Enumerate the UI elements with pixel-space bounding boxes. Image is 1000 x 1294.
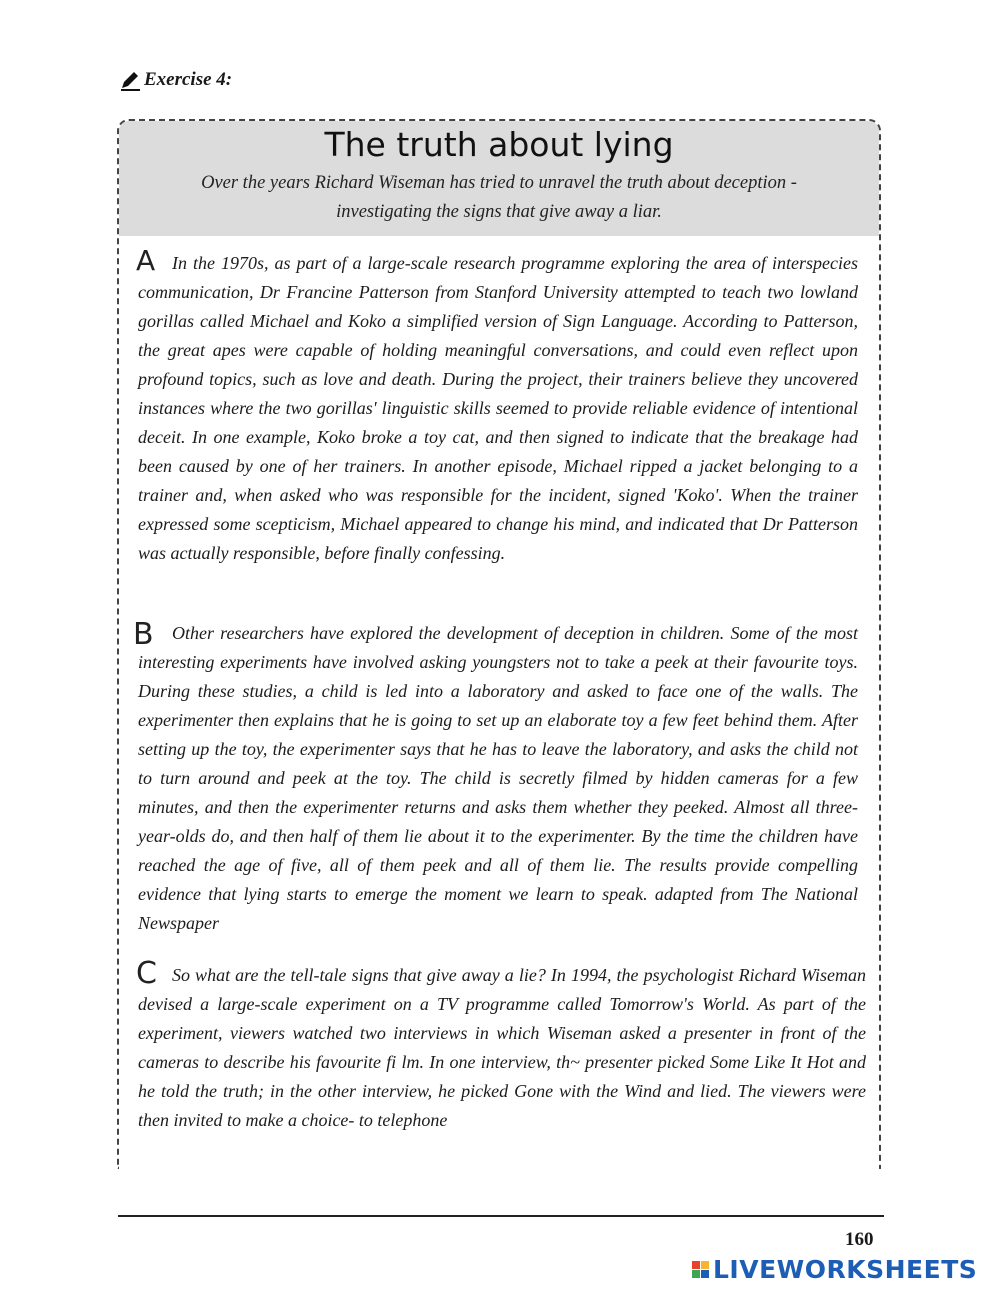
paragraph-marker-a: A	[136, 244, 156, 277]
article-title: The truth about lying	[324, 125, 674, 164]
paragraph-marker-b: B	[133, 617, 154, 652]
paragraph-b	[138, 619, 858, 938]
liveworksheets-wordmark: LIVEWORKSHEETS	[713, 1255, 978, 1284]
paragraph-marker-c: C	[136, 956, 157, 991]
article-subtitle	[159, 169, 839, 227]
liveworksheets-brand	[692, 1255, 977, 1284]
article-header	[119, 121, 879, 236]
paragraph-b-text: Other researchers have explored the development of deception in children. Some of the most interesting experiments have involved asking youngsters not to take a peek at their favourite toys. During these studies, a child is led into a laboratory and asked to face one of the walls. The experimenter then explains that he is going to set up an elaborate toy a few feet behind them. After setting up the toy, the experimenter says that he has to leave the laboratory, and asks the child not to turn around and peek at the toy. The child is secretly filmed by hidden cameras for a few minutes, and then the experimenter returns and asks them whether they peeked. Almost all three-year-olds do, and then half of them lie about it to the experimenter. By the time the children have reached the age of five, all of them peek and all of them lie. The results provide compelling evidence that lying starts to emerge the moment we learn to speak. adapted from The National Newspaper	[138, 623, 858, 933]
pen-icon	[118, 68, 142, 92]
logo-square-1	[692, 1261, 700, 1269]
subtitle-line-1: Over the years Richard Wiseman has tried to unravel the truth about deception -	[201, 173, 797, 193]
logo-square-2	[701, 1261, 709, 1269]
subtitle-line-2: investigating the signs that give away a liar.	[336, 202, 662, 222]
page-number: 160	[845, 1229, 874, 1250]
paragraph-a	[138, 249, 858, 568]
logo-square-3	[692, 1270, 700, 1278]
footer-rule	[118, 1215, 884, 1217]
logo-square-4	[701, 1270, 709, 1278]
paragraph-a-text: In the 1970s, as part of a large-scale research programme exploring the area of interspecies communication, Dr Francine Patterson from Stanford University attempted to teach two lowland gorillas called Michael and Koko a simplified version of Sign Language. According to Patterson, the great apes were capable of holding meaningful conversations, and could even reflect upon profound topics, such as love and death. During the project, their trainers believe they uncovered instances where the two gorillas' linguistic skills seemed to provide reliable evidence of intentional deceit. In one example, Koko broke a toy cat, and then signed to indicate that the breakage had been caused by one of her trainers. In another episode, Michael ripped a jacket belonging to a trainer and, when asked who was responsible for the incident, signed 'Koko'. When the trainer expressed some scepticism, Michael appeared to change his mind, and indicated that Dr Patterson was actually responsible, before finally confessing.	[138, 253, 858, 563]
exercise-label: Exercise 4:	[144, 69, 233, 90]
exercise-heading	[118, 68, 232, 92]
paragraph-c-text: So what are the tell-tale signs that give away a lie? In 1994, the psychologist Richard Wiseman devised a large-scale experiment on a TV programme called Tomorrow's World. As part of the experiment, viewers watched two interviews in which Wiseman asked a presenter in front of the cameras to describe his favourite fi lm. In one interview, th~ presenter picked Some Like It Hot and he told the truth; in the other interview, he picked Gone with the Wind and lied. The viewers were then invited to make a choice- to telephone	[138, 965, 866, 1130]
liveworksheets-logo-icon	[692, 1261, 709, 1278]
paragraph-c	[138, 961, 866, 1135]
